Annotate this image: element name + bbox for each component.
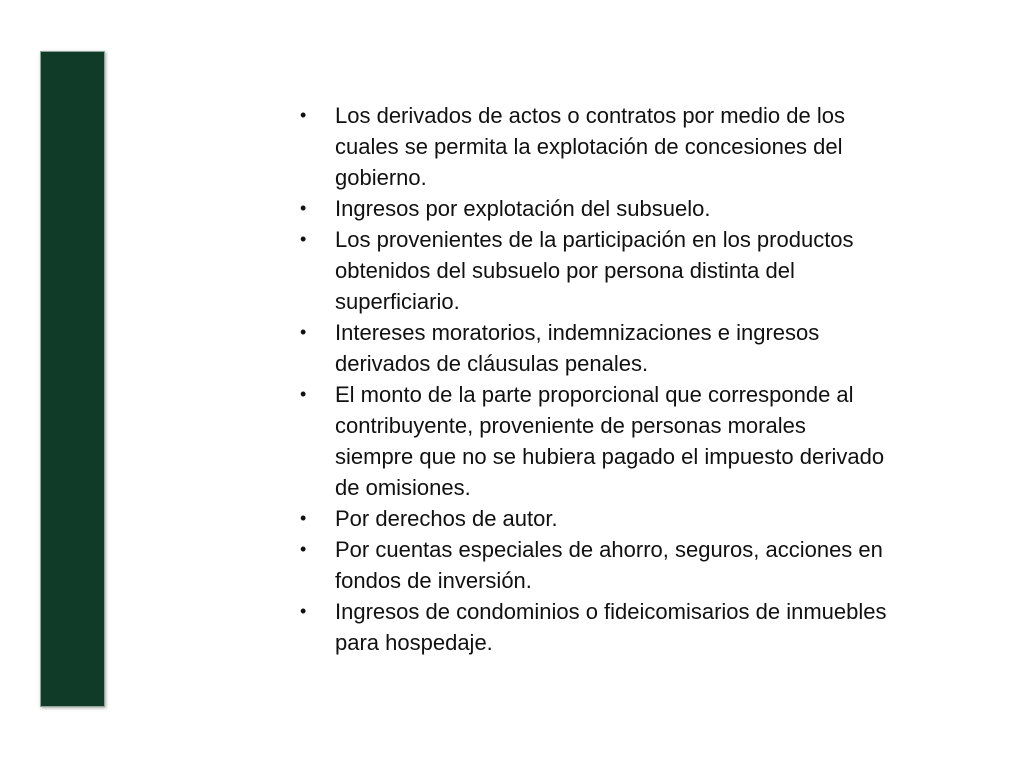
list-item-text: Los provenientes de la participación en los productos obtenidos del subsuelo por persona distinta del superficiario.	[335, 227, 854, 314]
bullet-icon: •	[300, 229, 307, 249]
list-item-text: Por cuentas especiales de ahorro, seguros, acciones en fondos de inversión.	[335, 537, 883, 593]
bullet-icon: •	[300, 384, 307, 404]
list-item	[300, 379, 890, 503]
list-item	[300, 224, 890, 317]
bullet-icon: •	[300, 539, 307, 559]
list-item-text: Ingresos por explotación del subsuelo.	[335, 196, 711, 221]
list-item	[300, 503, 890, 534]
bullet-icon: •	[300, 105, 307, 125]
accent-bar	[40, 51, 105, 707]
list-item	[300, 193, 890, 224]
bullet-icon: •	[300, 198, 307, 218]
bullet-icon: •	[300, 322, 307, 342]
bullet-list	[300, 100, 890, 658]
bullet-icon: •	[300, 601, 307, 621]
list-item-text: Por derechos de autor.	[335, 506, 558, 531]
list-item	[300, 100, 890, 193]
list-item-text: El monto de la parte proporcional que corresponde al contribuyente, proveniente de personas morales siempre que no se hubiera pagado el impuesto derivado de omisiones.	[335, 382, 885, 500]
list-item	[300, 317, 890, 379]
list-item-text: Ingresos de condominios o fideicomisarios de inmuebles para hospedaje.	[335, 599, 887, 655]
list-item	[300, 596, 890, 658]
list-item	[300, 534, 890, 596]
list-item-text: Intereses moratorios, indemnizaciones e ingresos derivados de cláusulas penales.	[335, 320, 820, 376]
list-item-text: Los derivados de actos o contratos por medio de los cuales se permita la explotación de concesiones del gobierno.	[335, 103, 845, 190]
bullet-icon: •	[300, 508, 307, 528]
